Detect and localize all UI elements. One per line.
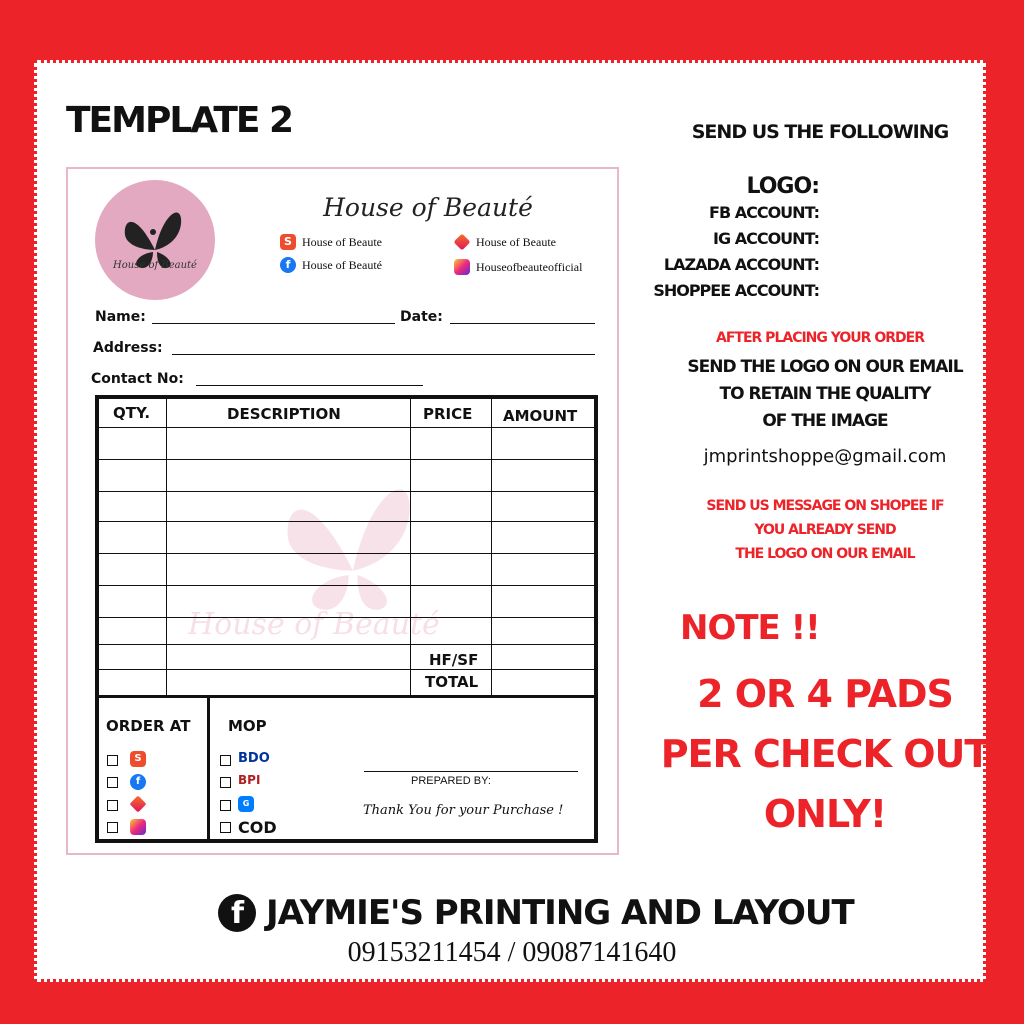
date-label: Date: — [400, 309, 443, 325]
note-line-1: 2 OR 4 PADS — [697, 672, 953, 716]
social-facebook — [280, 257, 382, 273]
after-order-line-3: OF THE IMAGE — [762, 411, 888, 431]
facebook-icon: f — [130, 774, 146, 790]
footer-title — [218, 893, 854, 933]
req-logo: LOGO: — [746, 174, 819, 199]
cod-label: COD — [238, 818, 277, 837]
prepared-by-label: PREPARED BY: — [411, 775, 491, 787]
contact-label: Contact No: — [91, 371, 184, 387]
order-lazada-checkbox[interactable] — [107, 800, 118, 811]
order-at-label: ORDER AT — [106, 717, 191, 735]
facebook-icon: f — [218, 894, 256, 932]
social-instagram-label: Houseofbeauteofficial — [476, 259, 583, 274]
logo-text: House of Beauté — [113, 260, 197, 271]
order-mop-divider — [207, 695, 210, 839]
col-price: PRICE — [423, 405, 473, 423]
after-order-heading: AFTER PLACING YOUR ORDER — [716, 330, 924, 346]
bdo-logo: BDO — [238, 751, 270, 766]
date-line[interactable] — [450, 323, 595, 324]
gcash-icon: G — [238, 796, 254, 812]
signature-line[interactable] — [364, 771, 578, 772]
after-order-line-2: TO RETAIN THE QUALITY — [719, 384, 931, 404]
brand-logo — [95, 180, 215, 300]
shopee-icon: S — [280, 234, 296, 250]
address-line[interactable] — [172, 354, 595, 355]
mop-bpi-checkbox[interactable] — [220, 777, 231, 788]
mop-cod-checkbox[interactable] — [220, 822, 231, 833]
req-shopee: SHOPPEE ACCOUNT: — [653, 281, 819, 300]
col-description: DESCRIPTION — [227, 405, 341, 423]
contact-email[interactable]: jmprintshoppe@gmail.com — [703, 446, 947, 467]
order-table — [95, 395, 598, 843]
contact-line[interactable] — [196, 385, 423, 386]
mop-gcash-checkbox[interactable] — [220, 800, 231, 811]
row-line — [99, 644, 594, 645]
note-line-3: ONLY! — [763, 792, 887, 836]
footer-title-text: JAYMIE'S PRINTING AND LAYOUT — [266, 893, 854, 933]
after-order-line-1: SEND THE LOGO ON OUR EMAIL — [687, 357, 963, 377]
note-line-2: PER CHECK OUT — [660, 732, 990, 776]
col-qty: QTY. — [113, 404, 151, 422]
receipt-template — [66, 167, 619, 855]
col-amount: AMOUNT — [503, 407, 578, 425]
row-line — [99, 617, 594, 618]
address-label: Address: — [93, 340, 163, 356]
req-fb: FB ACCOUNT: — [709, 203, 819, 222]
lazada-icon — [454, 234, 471, 251]
col-divider — [166, 399, 167, 695]
row-line — [99, 459, 594, 460]
note-title: NOTE !! — [680, 608, 820, 648]
red-band-bottom — [0, 982, 1024, 1024]
mop-label: MOP — [228, 717, 267, 735]
social-lazada — [454, 234, 556, 250]
instagram-icon — [454, 259, 470, 275]
name-label: Name: — [95, 309, 146, 325]
shopee-message-line-2: YOU ALREADY SEND — [754, 522, 896, 538]
lazada-icon — [130, 796, 147, 813]
order-shopee-checkbox[interactable] — [107, 755, 118, 766]
thank-you-text: Thank You for your Purchase ! — [363, 803, 564, 818]
social-facebook-label: House of Beauté — [302, 257, 382, 272]
name-line[interactable] — [152, 323, 395, 324]
shopee-message-line-1: SEND US MESSAGE ON SHOPEE IF — [706, 498, 944, 514]
row-line — [99, 553, 594, 554]
col-divider — [410, 399, 411, 695]
footer-phones: 09153211454 / 09087141640 — [347, 937, 677, 968]
col-divider — [491, 399, 492, 695]
bpi-logo: BPI — [238, 773, 261, 787]
facebook-icon: f — [280, 257, 296, 273]
requirements-title: SEND US THE FOLLOWING — [691, 121, 949, 143]
watermark-text: House of Beauté — [188, 607, 440, 642]
social-shopee-label: House of Beaute — [302, 234, 382, 249]
table-bottom-line — [99, 695, 594, 698]
order-facebook-checkbox[interactable] — [107, 777, 118, 788]
order-instagram-checkbox[interactable] — [107, 822, 118, 833]
row-line — [99, 521, 594, 522]
shopee-icon: S — [130, 751, 146, 767]
row-line — [99, 491, 594, 492]
hf-sf-label: HF/SF — [429, 651, 479, 669]
social-instagram — [454, 259, 582, 275]
row-line — [99, 585, 594, 586]
row-line — [99, 669, 594, 670]
social-shopee — [280, 234, 382, 250]
brand-name: House of Beauté — [323, 193, 533, 222]
social-lazada-label: House of Beaute — [476, 234, 556, 249]
row-line — [99, 427, 594, 428]
butterfly-icon — [95, 180, 215, 300]
shopee-message-line-3: THE LOGO ON OUR EMAIL — [735, 546, 915, 562]
req-ig: IG ACCOUNT: — [713, 229, 819, 248]
red-band-left — [0, 0, 34, 1024]
instagram-icon — [130, 819, 146, 835]
total-label: TOTAL — [425, 673, 479, 691]
red-band-top — [0, 0, 1024, 60]
req-lazada: LAZADA ACCOUNT: — [663, 255, 819, 274]
template-title: TEMPLATE 2 — [66, 100, 293, 141]
mop-bdo-checkbox[interactable] — [220, 755, 231, 766]
